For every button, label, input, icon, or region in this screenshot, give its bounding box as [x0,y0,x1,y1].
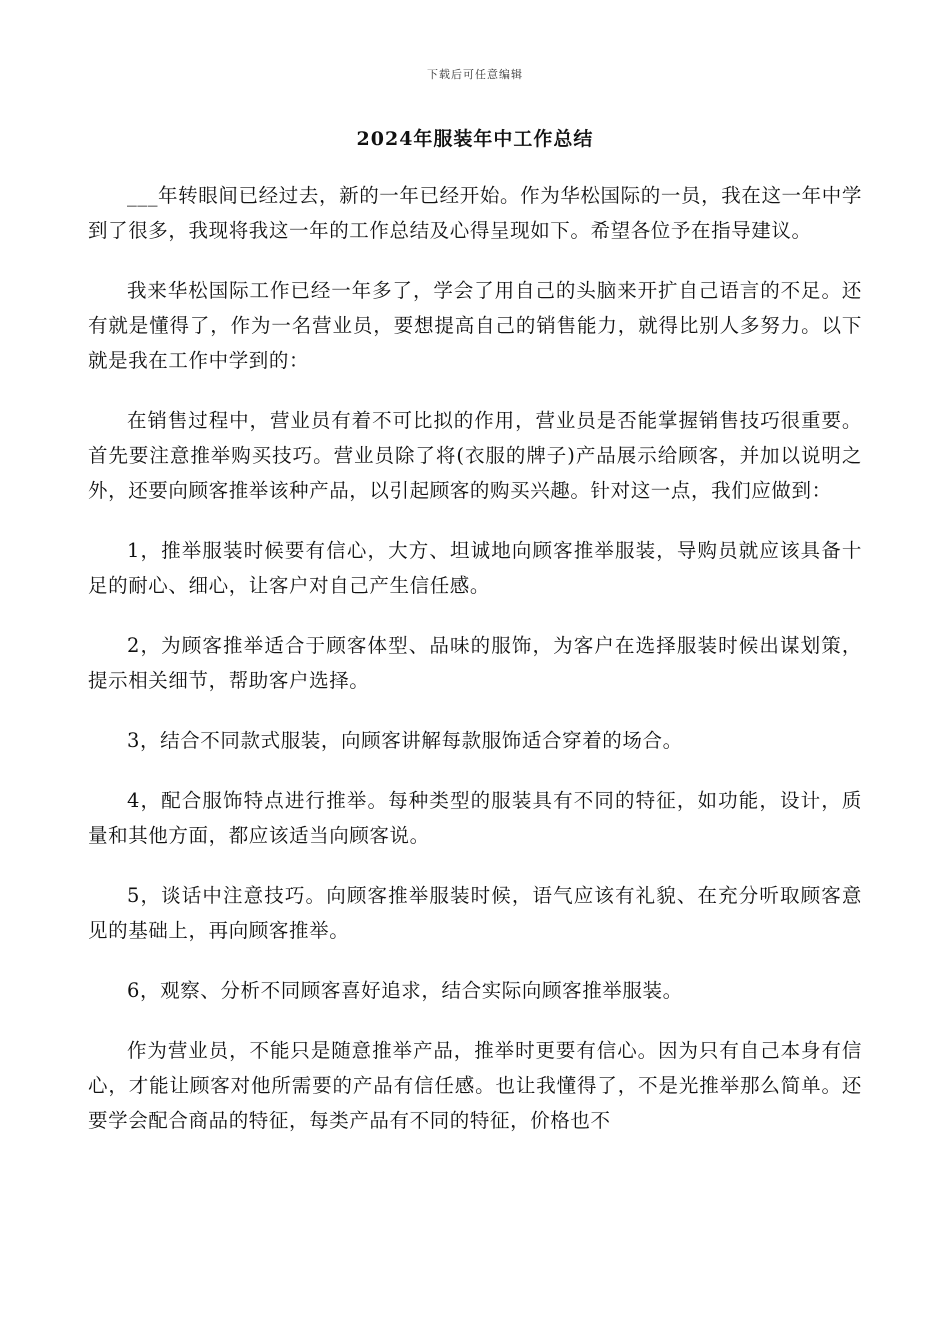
header-note: 下载后可任意编辑 [427,68,523,81]
paragraph-intro: ___年转眼间已经过去，新的一年已经开始。作为华松国际的一员，我在这一年中学到了很多，我现将我这一年的工作总结及心得呈现如下。希望各位予在指导建议。 [88,184,862,242]
paragraph-point-3: 3，结合不同款式服装，向顾客讲解每款服饰适合穿着的场合。 [127,729,683,752]
paragraph-point-1: 1，推举服装时候要有信心，大方、坦诚地向顾客推举服装，导购员就应该具备十足的耐心、细心，让客户对自己产生信任感。 [88,539,862,597]
paragraph-sales-skills: 在销售过程中，营业员有着不可比拟的作用，营业员是否能掌握销售技巧很重要。首先要注意推举购买技巧。营业员除了将(衣服的牌子)产品展示给顾客，并加以说明之外，还要向顾客推举该种产品，以引起顾客的购买兴趣。针对这一点，我们应做到： [88,409,862,502]
paragraph-point-6: 6，观察、分析不同顾客喜好追求，结合实际向顾客推举服装。 [127,979,683,1002]
document-body [88,178,862,1163]
paragraph-experience: 我来华松国际工作已经一年多了，学会了用自己的头脑来开扩自己语言的不足。还有就是懂得了，作为一名营业员，要想提高自己的销售能力，就得比别人多努力。以下就是我在工作中学到的： [88,279,862,372]
document-title: 2024年服装年中工作总结 [356,128,594,150]
paragraph-point-2: 2，为顾客推举适合于顾客体型、品味的服饰，为客户在选择服装时候出谋划策，提示相关细节，帮助客户选择。 [88,634,862,692]
paragraph-point-4: 4，配合服饰特点进行推举。每种类型的服装具有不同的特征，如功能，设计，质量和其他方面，都应该适当向顾客说。 [88,789,862,847]
paragraph-point-5: 5，谈话中注意技巧。向顾客推举服装时候，语气应该有礼貌、在充分听取顾客意见的基础上，再向顾客推举。 [88,884,862,942]
paragraph-confidence: 作为营业员，不能只是随意推举产品，推举时更要有信心。因为只有自己本身有信心，才能让顾客对他所需要的产品有信任感。也让我懂得了，不是光推举那么简单。还要学会配合商品的特征，每类产品有不同的特征，价格也不 [88,1039,862,1132]
